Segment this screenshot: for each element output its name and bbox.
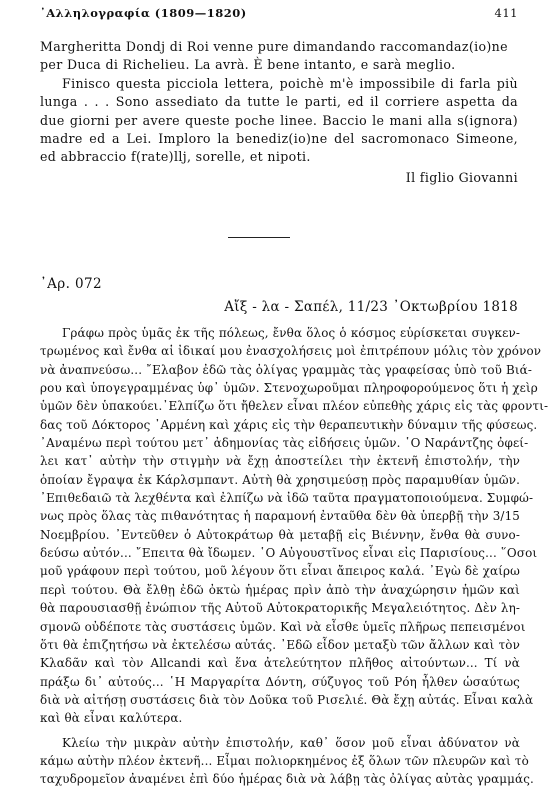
signature: Il figlio Giovanni	[405, 169, 518, 185]
text-line: ὁποίαν ἔγραψα ἐκ Κάρλσμπαντ. Αὐτὴ θὰ χρησιμεύσῃ πρὸς παραμυθίαν ὑμῶν.	[40, 472, 520, 487]
text-line: δας τοῦ Δόκτορος ᾿Αρμένη καὶ χάρις εἰς τὴν θεραπευτικὴν δύναμιν τῆς φύσεως.	[40, 417, 538, 432]
text-line: δεύσω αὐτόν... ῎Επειτα θὰ ἴδωμεν. ῾Ο Αὐγουστῖνος εἶναι εἰς Παρισίους... ῞Οσοι	[40, 546, 538, 561]
text-line: Γράφω πρὸς ὑμᾶς ἐκ τῆς πόλεως, ἔνθα ὅλος ὁ κόσμος εὑρίσκεται συγκεν-	[62, 326, 520, 340]
greek-letter-body	[40, 324, 549, 789]
text-line: θὰ παρουσιασθῇ ἐνώπιον τῆς Αὐτοῦ Αὐτοκρατορικῆς Μεγαλειότητος. Δὲν λη-	[40, 601, 521, 616]
text-line: lunga . . . Sono assediato da tutte le parti, ed il corriere aspetta da due	[40, 94, 518, 128]
italian-letter-ending	[40, 38, 518, 187]
text-line: νως πρὸς ὅλας τὰς πιθανότητας ἡ παραμονή ἐνταῦθα δὲν θὰ ὑπερβῇ τὴν 3/15	[40, 509, 520, 524]
text-line: ταχυδρομεῖον ἀναμένει ἐπὶ δύο ἡμέρας διὰ νὰ λάβῃ τὰς ὀλίγας αὐτὰς γραμμάς.	[40, 772, 534, 787]
page-number: 411	[494, 6, 518, 20]
text-line: ed a Lei. Imploro la benediz(io)ne del sacromonaco Simeone, ed abbraccio	[40, 131, 518, 165]
letter-number: ᾿Αρ. 072	[40, 276, 102, 292]
text-line: ρου καὶ ὑπογεγραμμένας ὑφ᾿ ὑμῶν. Στενοχωροῦμαι πληροφορούμενος ὅτι ἡ χεὶρ	[40, 381, 538, 396]
text-line: giorni per avere queste poche linee. Baccio le mani alla s(ignora) madre	[40, 112, 518, 147]
letter-dateline: Αἴξ - λα - Σαπέλ, 11/23 ᾿Οκτωβρίου 1818	[224, 299, 518, 315]
text-line: ᾿Αναμένω περὶ τούτου μετ᾿ ἀδημονίας τὰς εἰδήσεις ὑμῶν. ῾Ο Ναράντζης ὀφεί-	[40, 436, 529, 451]
text-line: κάμω αὐτὴν πλέον ἐκτενῆ... Εἶμαι πολιορκημένος ἐξ ὅλων τῶν πλευρῶν καὶ τὸ	[40, 753, 529, 768]
section-divider	[228, 237, 290, 238]
text-line: ὅτι θὰ ἐπιζητήσω νὰ ἐκτελέσω αὐτάς. ᾿Εδῶ εἶδον μεταξὺ τῶν ἄλλων καὶ τὸν	[40, 637, 520, 652]
text-line: πράξω δι᾿ αὐτούς... ῾Η Μαργαρίτα Δόντη, σύζυγος τοῦ Ρόη ἦλθεν ὡσαύτως	[40, 674, 520, 689]
text-line: f(rate)llj, sorelle, et nipoti.	[130, 149, 311, 165]
text-line: ᾿Επιθεδαιῶ τὰ λεχθέντα καὶ ἐλπίζω νὰ ἰδῶ ταῦτα πραγματοποιούμενα. Συμφώ-	[40, 491, 534, 506]
text-line: per Duca di Richelieu. La avrà. È bene intanto, e sarà meglio.	[40, 57, 456, 73]
text-line: Κλαδᾶν καὶ τὸν Allcandi καὶ ἕνα ἀτελεύτητον πλῆθος αἰτούντων... Τί νὰ	[40, 656, 520, 671]
text-line: μοῦ γράφουν περὶ τούτου, μοῦ λέγουν ὅτι εἶναι ἄπειρος καλά. ᾿Εγὼ δὲ χαίρω	[40, 564, 520, 579]
greek-paragraph-1	[40, 324, 549, 728]
text-line: ὑμῶν δὲν ὑπακούει.᾿Ελπίζω ὅτι ἤθελεν εἶναι πλέον εὐπεθὴς χάρις εἰς τὰς φροντι-	[40, 399, 549, 414]
running-head-title: ᾿Αλληλογραφία (1809—1820)	[40, 6, 247, 20]
text-line: Κλείω τὴν μικρὰν αὐτὴν ἐπιστολήν, καθ᾿ ὅσον μοῦ εἶναι ἀδύνατον νὰ	[62, 735, 520, 750]
text-line: σμονῶ οὐδέποτε τὰς συστάσεις ὑμῶν. Καὶ νὰ εἶσθε ὑμεῖς πλῆρως πεπεισμένοι	[40, 619, 526, 634]
running-head	[40, 6, 518, 22]
italian-paragraph-2	[40, 75, 518, 167]
text-line: διὰ νὰ αἰτήσῃ συστάσεις διὰ τὸν Δοῦκα τοῦ Ρισελιέ. Θὰ ἔχῃ αὐτάς. Εἶναι καλὰ	[40, 692, 534, 707]
italian-paragraph-1	[40, 38, 518, 75]
text-line: Finisco questa picciola lettera, poichè m'è impossibile di farla più	[62, 75, 518, 91]
text-line: Margheritta Dondj di Roi venne pure dimandando raccomandaz(io)ne	[40, 39, 508, 54]
greek-paragraph-2	[40, 734, 534, 789]
text-line: νὰ ἀναπνεύσω... ῎Ελαβον ἐδῶ τὰς ὀλίγας γραμμὰς τὰς γραφείσας ὑπὸ τοῦ Βιά-	[40, 362, 532, 377]
text-line: τρωμένος καὶ ἔνθα αἱ ἰδικαί μου ἐνασχολήσεις μοὶ ἐπιτρέπουν μόλις τὸν χρόνον	[40, 344, 542, 359]
text-line: λει κατ᾿ αὐτὴν τὴν στιγμὴν νὰ ἔχῃ ἀποστείλει τὴν ἐκτενῆ ἐπιστολήν, τὴν	[40, 454, 520, 469]
text-line: περὶ τούτου. Θὰ ἔλθῃ ἐδῶ ὀκτὼ ἡμέρας πρὶν ἀπὸ τὴν ἀναχώρησιν ἡμῶν καὶ	[40, 582, 520, 597]
text-line: Νοεμβρίου. ᾿Εντεῦθεν ὁ Αὐτοκράτωρ θὰ μεταβῇ εἰς Βιέννην, ἔνθα θὰ συνο-	[40, 527, 520, 542]
text-line: καὶ θὰ εἶναι καλύτερα.	[40, 711, 183, 726]
